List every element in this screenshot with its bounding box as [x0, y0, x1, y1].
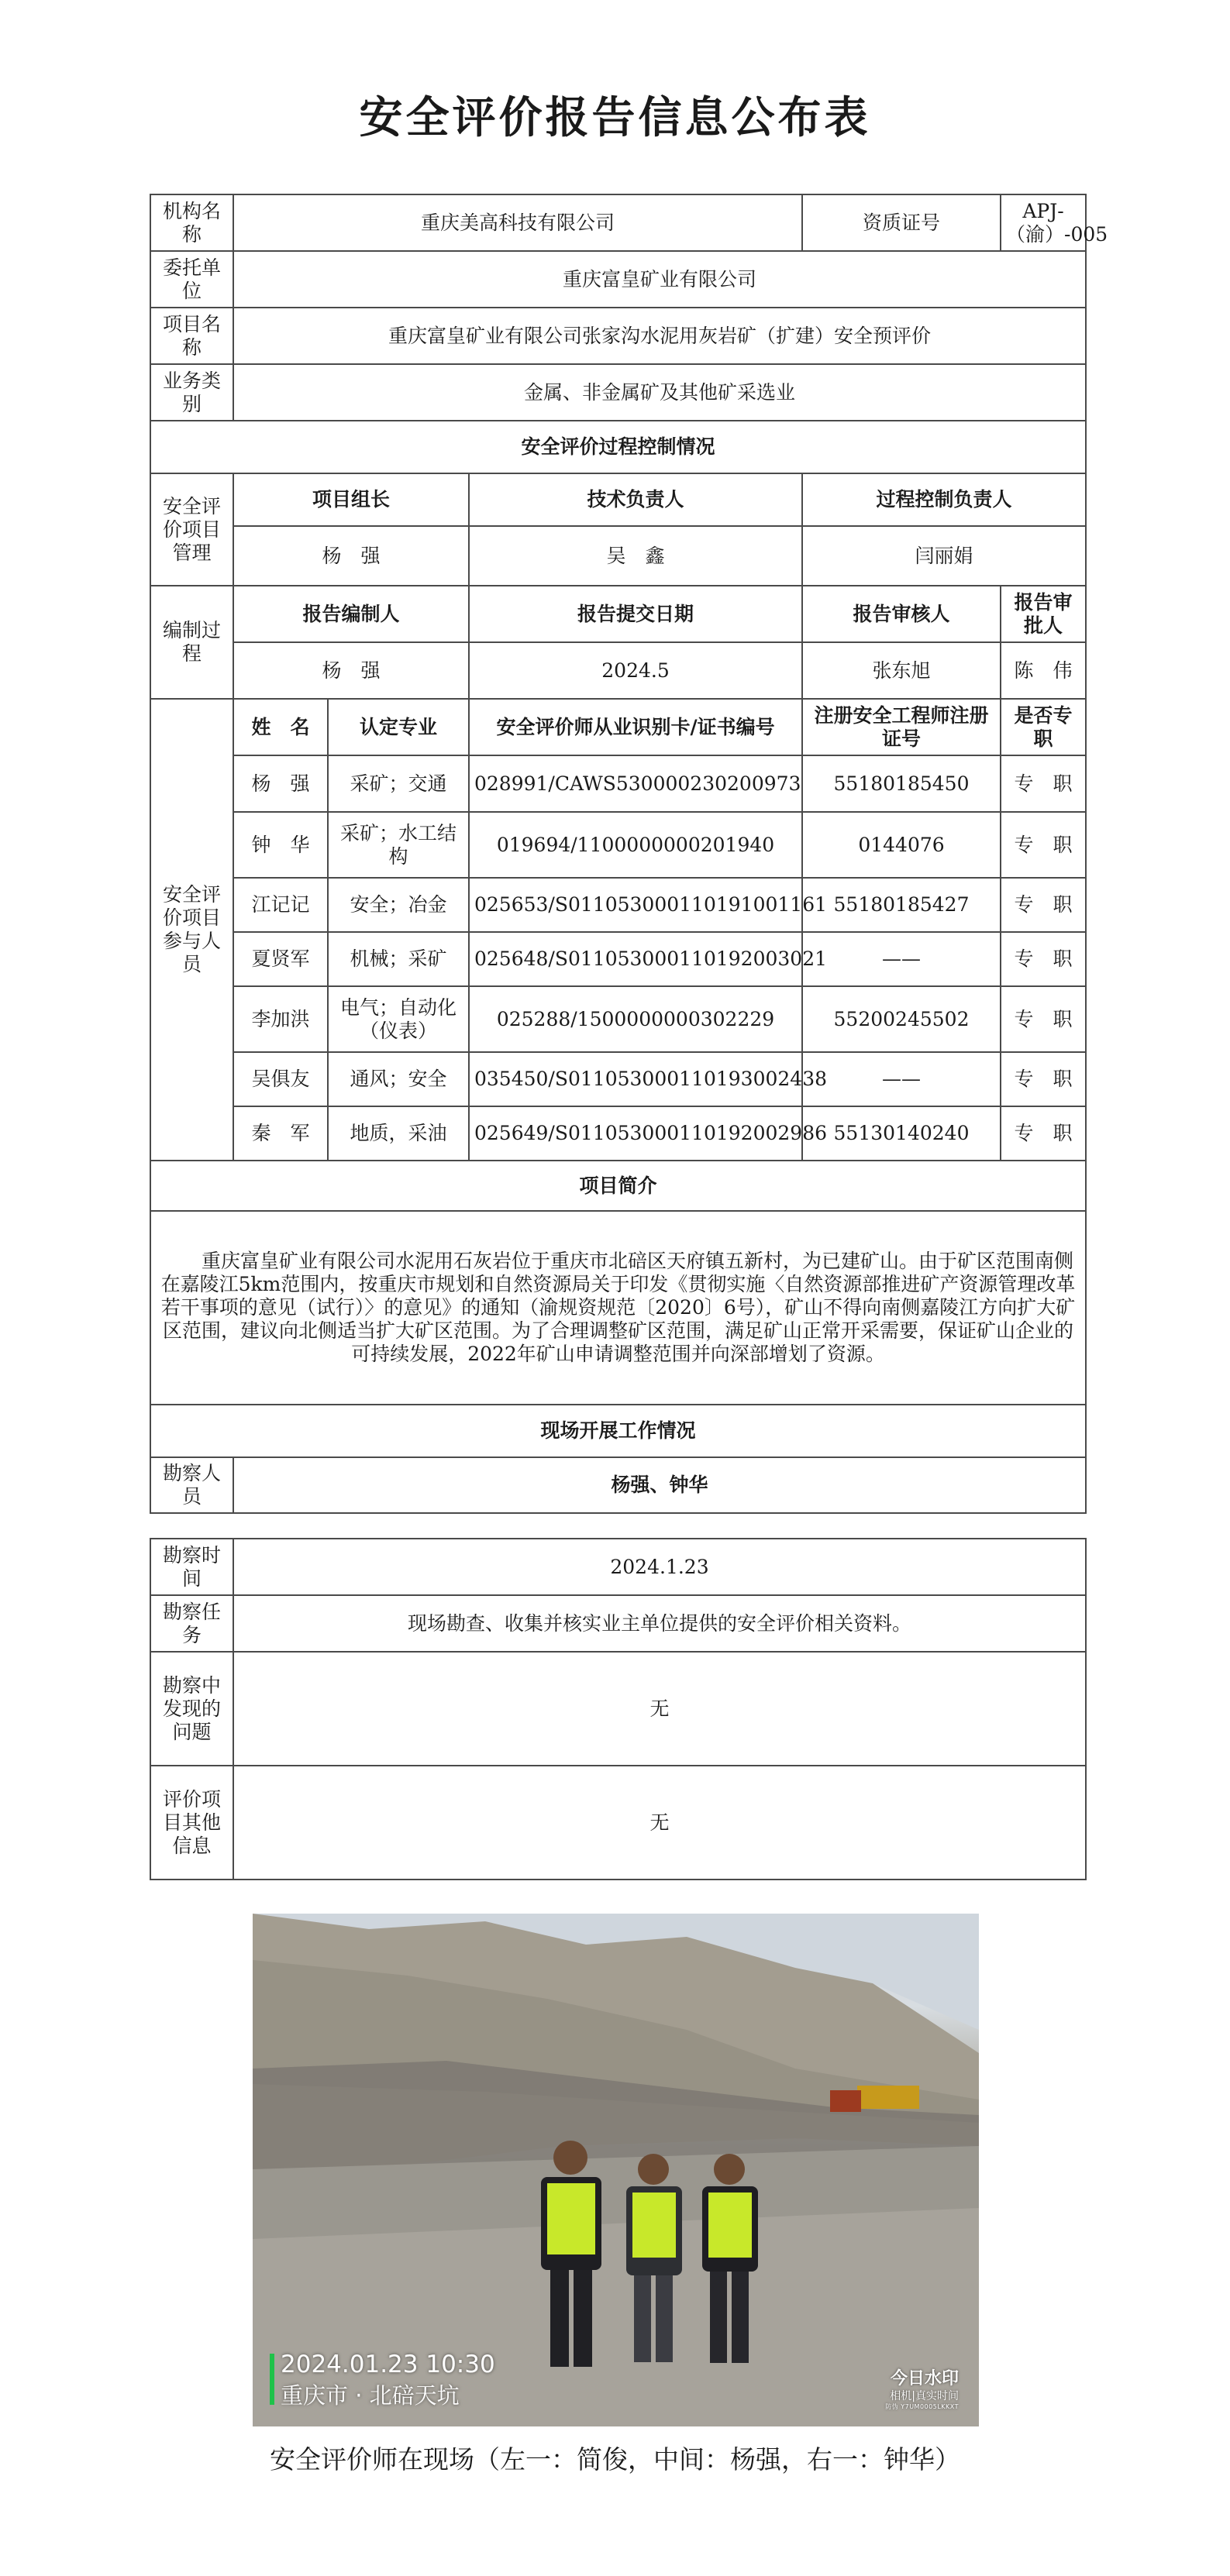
compilation-value: 2024.5	[469, 642, 802, 699]
participant-fulltime: 专 职	[1001, 1052, 1086, 1106]
business-label: 业务类别	[150, 364, 233, 421]
participant-card: 025288/1500000000302229	[469, 986, 802, 1052]
participant-major: 机械；采矿	[328, 932, 469, 986]
watermark-title: 今日水印	[890, 2369, 959, 2389]
participant-card: 025653/S011053000110191001161	[469, 878, 802, 932]
certificate-number: APJ-（渝）-005	[1001, 194, 1086, 251]
participant-major: 采矿；交通	[328, 755, 469, 812]
participant-fulltime: 专 职	[1001, 812, 1086, 878]
photo-caption: 安全评价师在现场（左一：简俊，中间：杨强，右一：钟华）	[270, 2444, 960, 2475]
compilation-value: 陈 伟	[1001, 642, 1086, 699]
participant-major: 地质，采油	[328, 1106, 469, 1161]
photo-timestamp-stamp	[281, 2349, 495, 2411]
business-category: 金属、非金属矿及其他矿采选业	[233, 364, 1086, 421]
watermark-subtitle: 相机|真实时间	[890, 2390, 959, 2402]
participant-reg: 0144076	[802, 812, 1001, 878]
participant-name: 江记记	[233, 878, 328, 932]
participants-header: 是否专职	[1001, 699, 1086, 755]
fieldwork-title: 现场开展工作情况	[150, 1405, 1086, 1457]
survey-issues-value: 无	[233, 1652, 1086, 1766]
client-label: 委托单位	[150, 251, 233, 308]
process-section-title: 安全评价过程控制情况	[150, 421, 1086, 473]
document-title: 安全评价报告信息公布表	[359, 93, 871, 143]
participant-reg: 55200245502	[802, 986, 1001, 1052]
compilation-header: 报告审批人	[1001, 586, 1086, 642]
participants-header: 姓 名	[233, 699, 328, 755]
participant-major: 通风；安全	[328, 1052, 469, 1106]
participants-header: 注册安全工程师注册证号	[802, 699, 1001, 755]
site-photo	[253, 1914, 979, 2426]
compilation-header: 报告审核人	[802, 586, 1001, 642]
compilation-header: 报告编制人	[233, 586, 469, 642]
participant-card: 019694/1100000000201940	[469, 812, 802, 878]
compilation-value: 杨 强	[233, 642, 469, 699]
watermark-logo	[885, 2369, 959, 2411]
participant-card: 025649/S011053000110192002986	[469, 1106, 802, 1161]
management-label: 安全评价项目管理	[150, 473, 233, 586]
participant-fulltime: 专 职	[1001, 986, 1086, 1052]
compilation-header: 报告提交日期	[469, 586, 802, 642]
management-header: 过程控制负责人	[802, 473, 1086, 526]
participant-reg: 55130140240	[802, 1106, 1001, 1161]
compilation-value: 张东旭	[802, 642, 1001, 699]
management-header: 项目组长	[233, 473, 469, 526]
participant-card: 035450/S011053000110193002438	[469, 1052, 802, 1106]
survey-time-label: 勘察时间	[150, 1539, 233, 1595]
other-info-label: 评价项目其他信息	[150, 1766, 233, 1880]
participant-row	[150, 755, 1086, 812]
participant-major: 采矿；水工结构	[328, 812, 469, 878]
participant-reg: 55180185450	[802, 755, 1001, 812]
certificate-label: 资质证号	[802, 194, 1001, 251]
intro-title: 项目简介	[150, 1161, 1086, 1211]
management-value: 杨 强	[233, 526, 469, 586]
watermark-code: 防伪 Y7UM0005LKKXT	[885, 2403, 959, 2410]
participant-name: 秦 军	[233, 1106, 328, 1161]
info-table	[150, 194, 1108, 1514]
participant-card: 025648/S011053000110192003021	[469, 932, 802, 986]
other-info-value: 无	[233, 1766, 1086, 1880]
participant-card: 028991/CAWS530000230200973	[469, 755, 802, 812]
participant-fulltime: 专 职	[1001, 932, 1086, 986]
participant-reg: ——	[802, 932, 1001, 986]
management-value: 吴 鑫	[469, 526, 802, 586]
management-header: 技术负责人	[469, 473, 802, 526]
participant-reg: ——	[802, 1052, 1001, 1106]
participant-fulltime: 专 职	[1001, 1106, 1086, 1161]
participant-name: 钟 华	[233, 812, 328, 878]
participant-major: 安全；冶金	[328, 878, 469, 932]
participant-fulltime: 专 职	[1001, 878, 1086, 932]
participant-name: 夏贤军	[233, 932, 328, 986]
participant-name: 杨 强	[233, 755, 328, 812]
survey-issues-label: 勘察中发现的问题	[150, 1652, 233, 1766]
participants-header: 认定专业	[328, 699, 469, 755]
participant-row	[150, 932, 1086, 986]
compilation-label: 编制过程	[150, 586, 233, 699]
survey-task-label: 勘察任务	[150, 1595, 233, 1652]
participant-reg: 55180185427	[802, 878, 1001, 932]
participant-row	[150, 1106, 1086, 1161]
participant-row	[150, 878, 1086, 932]
project-label: 项目名称	[150, 308, 233, 364]
survey-table	[150, 1538, 1087, 1880]
photo-timestamp: 2024.01.23 10:30	[281, 2351, 495, 2378]
survey-staff-value: 杨强、钟华	[233, 1457, 1086, 1513]
survey-time-value: 2024.1.23	[233, 1539, 1086, 1595]
participant-major: 电气；自动化（仪表）	[328, 986, 469, 1052]
participant-name: 吴俱友	[233, 1052, 328, 1106]
participant-name: 李加洪	[233, 986, 328, 1052]
participant-row	[150, 1052, 1086, 1106]
participant-row	[150, 812, 1086, 878]
management-value: 闫丽娟	[802, 526, 1086, 586]
institution-label: 机构名称	[150, 194, 233, 251]
stamp-bar	[270, 2354, 274, 2405]
photo-location: 重庆市 · 北碚天坑	[281, 2382, 460, 2409]
participants-label: 安全评价项目参与人员	[150, 699, 233, 1161]
institution-name: 重庆美高科技有限公司	[233, 194, 802, 251]
survey-task-value: 现场勘查、收集并核实业主单位提供的安全评价相关资料。	[233, 1595, 1086, 1652]
project-name: 重庆富皇矿业有限公司张家沟水泥用灰岩矿（扩建）安全预评价	[233, 308, 1086, 364]
participant-fulltime: 专 职	[1001, 755, 1086, 812]
survey-staff-label: 勘察人员	[150, 1457, 233, 1513]
intro-text: 重庆富皇矿业有限公司水泥用石灰岩位于重庆市北碚区天府镇五新村，为已建矿山。由于矿区范围南侧在嘉陵江5km范围内，按重庆市规划和自然资源局关于印发《贯彻实施〈自然资源部推进矿产资源管理改革若干事项的意见（试行）〉的意见》的通知（渝规资规范〔2020〕6号），矿山不得向南侧嘉陵江方向扩大矿区范围，建议向北侧适当扩大矿区范围。为了合理调整矿区范围，满足矿山正常开采需要，保证矿山企业的可持续发展，2022年矿山申请调整范围并向深部增划了资源。	[150, 1211, 1086, 1405]
participant-row	[150, 986, 1086, 1052]
participants-header: 安全评价师从业识别卡/证书编号	[469, 699, 802, 755]
client-name: 重庆富皇矿业有限公司	[233, 251, 1086, 308]
